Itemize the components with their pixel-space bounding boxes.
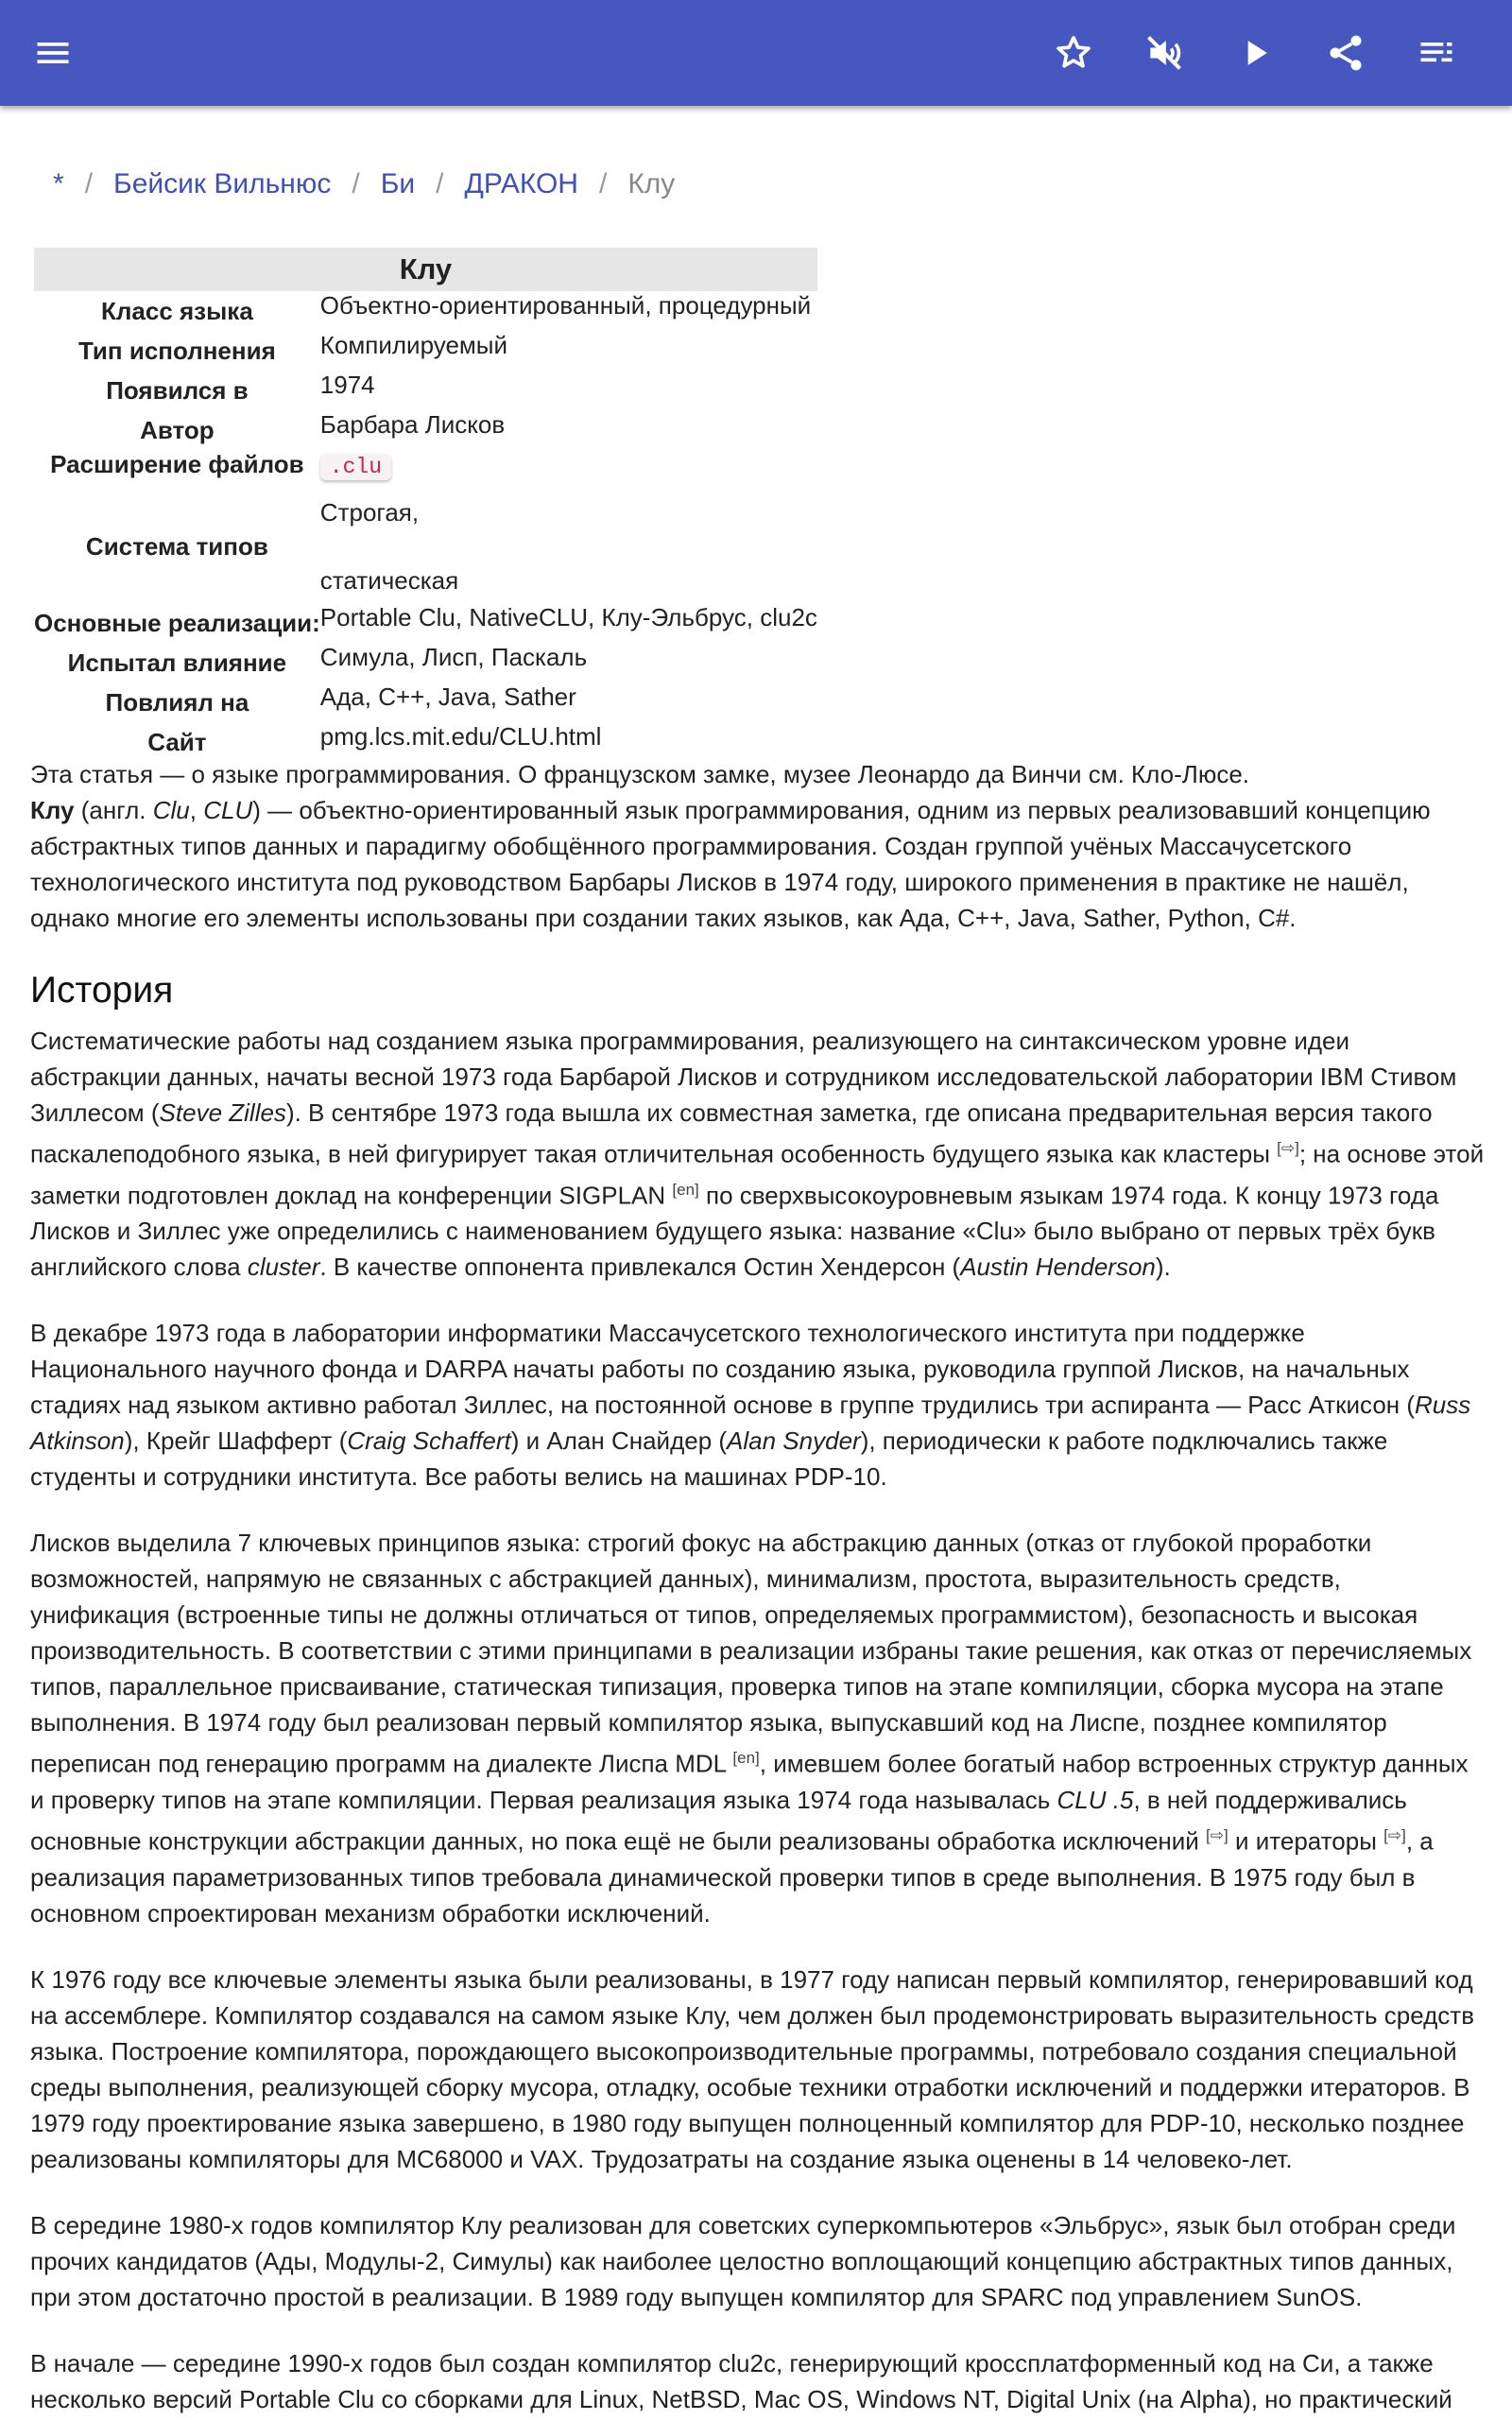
type-system-line[interactable]: Строгая, — [319, 498, 420, 527]
article-lead — [30, 756, 1486, 936]
star-outline-icon[interactable] — [1047, 26, 1100, 79]
hatnote: Эта статья — о языке программирования. О французском замке, музее Леонардо да Винчи см. Кло-Люсе. — [30, 760, 1249, 788]
breadcrumb-separator: / — [84, 168, 94, 199]
breadcrumb-item-drakon[interactable]: ДРАКОН — [464, 168, 578, 199]
paragraph-italic: Russ Atkinson — [30, 1391, 1471, 1456]
volume-off-icon[interactable] — [1138, 26, 1191, 79]
intro-paragraph — [30, 792, 1486, 936]
footnote-link[interactable]: [⇨] — [1206, 1825, 1228, 1844]
infobox-label: Испытал влияние — [67, 648, 287, 677]
breadcrumb-separator: / — [436, 168, 444, 199]
infobox-value[interactable]: 1974 — [319, 371, 375, 399]
breadcrumb-current: Клу — [627, 168, 676, 199]
breadcrumb-item-root[interactable]: * — [53, 168, 64, 199]
infobox-label: Появился в — [106, 375, 249, 405]
menu-icon[interactable] — [26, 26, 79, 79]
history-paragraph: В середине 1980-х годов компилятор Клу реализован для советских суперкомпьютеров «Эльбрус», язык был отобран среди прочих кандидатов (Ады, Модулы-2, Симулы) как наиболее целостно воплощающий концепцию абстрактных типов данных, при этом достаточно простой в реализации. В 1989 году выпущен компилятор для SPARC под управлением SunOS. — [30, 2210, 1456, 2311]
breadcrumb-item-basic-vilnius[interactable]: Бейсик Вильнюс — [113, 168, 332, 199]
breadcrumb-separator: / — [598, 168, 608, 199]
paragraph-text: , а реализация параметризованных типов требовала динамической проверки типов в среде выполнения. В 1975 году был в основном спроектирован механизм обработки исключений. — [30, 1826, 1434, 1927]
paragraph-text: , в ней поддерживались основные конструкции абстракции данных, но пока ещё не были реализованы обработка исключений — [30, 1785, 1407, 1856]
history-paragraph — [30, 1525, 1486, 1930]
paragraph-text: В декабре 1973 года в лаборатории информатики Массачусетского технологического института при поддержке Национального научного фонда и DARPA начаты работы по созданию языка, руководила группой Лисков, на начальных стадиях над языком активно работал Зиллес, на постоянной основе в группе трудились три аспиранта — Расс Аткисон ( — [30, 1319, 1416, 1420]
breadcrumb — [53, 168, 675, 200]
paragraph-text: ; на основе этой заметки подготовлен доклад на конференции SIGPLAN — [30, 1139, 1485, 1210]
paragraph-text: и итераторы — [1228, 1826, 1384, 1856]
infobox-value[interactable]: pmg.lcs.mit.edu/CLU.html — [319, 722, 602, 751]
infobox-value[interactable]: Portable Clu, NativeCLU, Клу-Эльбрус, clu2c — [319, 603, 817, 631]
infobox-label: Класс языка — [101, 296, 253, 325]
infobox — [34, 248, 817, 762]
paragraph-italic: Austin Henderson — [960, 1253, 1156, 1282]
paragraph-italic: Alan Snyder — [727, 1426, 861, 1456]
infobox-value[interactable]: Ада, C++, Java, Sather — [319, 683, 576, 711]
history-section — [30, 1023, 1486, 2417]
infobox-value — [320, 490, 817, 603]
paragraph-text: ). — [1155, 1253, 1171, 1282]
infobox-label: Сайт — [147, 727, 207, 756]
intro-text: (англ. — [74, 796, 153, 824]
infobox-label: Расширение файлов — [50, 450, 304, 478]
infobox-label: Тип исполнения — [78, 336, 276, 365]
intro-text: , — [189, 796, 204, 824]
interwiki-link[interactable]: [en] — [672, 1180, 699, 1199]
paragraph-text: ), Крейг Шафферт ( — [124, 1426, 348, 1456]
share-icon[interactable] — [1319, 26, 1372, 79]
infobox-title: Клу — [34, 248, 817, 291]
history-paragraph — [30, 1315, 1486, 1495]
intro-term-latin: Clu — [152, 796, 190, 824]
infobox-value[interactable]: Компилируемый — [319, 331, 507, 359]
file-extension-code: .clu — [320, 454, 391, 480]
footnote-link[interactable]: [⇨] — [1277, 1139, 1299, 1157]
infobox-label: Автор — [140, 415, 215, 444]
history-paragraph — [30, 1023, 1486, 1285]
paragraph-text: ). В сентябре 1973 года вышла их совместная заметка, где описана предварительная версия такого паскалеподобного языка, в ней фигурирует такая отличительная особенность будущего языка как кластеры — [30, 1098, 1433, 1168]
paragraph-text: ) и Алан Снайдер ( — [510, 1426, 728, 1456]
paragraph-italic: cluster — [247, 1253, 320, 1282]
paragraph-italic: Craig Schaffert — [347, 1426, 511, 1456]
app-toolbar — [0, 0, 1512, 106]
play-icon[interactable] — [1228, 26, 1281, 79]
paragraph-text: Систематические работы над созданием языка программирования, реализующего на синтаксическом уровне идеи абстракции данных, начаты весной 1973 года Барбарой Лисков и сотрудником исследовательской лаборатории IBM Стивом Зиллесом ( — [30, 1027, 1457, 1127]
infobox-label: Система типов — [85, 531, 268, 561]
infobox-value[interactable]: Объектно-ориентированный, процедурный — [319, 291, 812, 320]
paragraph-text: по сверхвысокоуровневым языкам 1974 года. К концу 1973 года Лисков и Зиллес уже определились с наименованием будущего языка: название «Clu» было выбрано от первых трёх букв английского слова — [30, 1181, 1439, 1282]
breadcrumb-item-bi[interactable]: Би — [380, 168, 416, 199]
breadcrumb-separator: / — [352, 168, 360, 199]
paragraph-italic: Steve Zilles — [159, 1098, 286, 1127]
intro-term-latin: CLU — [203, 796, 253, 824]
infobox-value[interactable]: Барбара Лисков — [319, 410, 506, 439]
interwiki-link[interactable]: [en] — [732, 1749, 760, 1768]
intro-text: ) — объектно-ориентированный язык программирования, одним из первых реализовавший концепцию абстрактных типов данных и парадигму обобщённого программирования. Создан группой учёных Массачусетского технологического института под руководством Барбары Лисков в 1974 году, широкого применения в практике не нашёл, однако многие его элементы использованы при создании таких языков, как Ада, C++, Java, Sather, Python, C#. — [30, 796, 1431, 932]
footnote-link[interactable]: [⇨] — [1383, 1825, 1406, 1844]
paragraph-text: . В качестве оппонента привлекался Остин Хендерсон ( — [319, 1253, 961, 1282]
infobox-label: Повлиял на — [105, 687, 249, 717]
history-paragraph: К 1976 году все ключевые элементы языка были реализованы, в 1977 году написан первый компилятор, генерировавший код на ассемблере. Компилятор создавался на самом языке Клу, чем должен был продемонстрировать выразительность средств языка. Построение компилятора, порождающего высокопроизводительные программы, потребовало создания специальной среды выполнения, реализующей сборку мусора, отладку, особые техники отработки исключений и поддержки итераторов. В 1979 году проектирование языка завершено, в 1980 году выпущен полноценный компилятор для PDP-10, несколько позднее реализованы компиляторы для MC68000 и VAX. Трудозатраты на создание языка оценены в 14 человеко-лет. — [30, 1964, 1475, 2173]
paragraph-italic: CLU .5 — [1057, 1785, 1134, 1814]
paragraph-text: ), периодически к работе подключались также студенты и сотрудники института. Все работы велись на машинах PDP-10. — [30, 1426, 1388, 1492]
paragraph-text: , имевшем более богатый набор встроенных структур данных и проверку типов на этапе компиляции. Первая реализация языка 1974 года называлась — [30, 1749, 1469, 1814]
infobox-value — [320, 450, 817, 490]
section-heading-history: История — [30, 970, 174, 1011]
history-paragraph: В начале — середине 1990-х годов был создан компилятор clu2c, генерирующий кроссплатформенный код на Си, а также несколько версий Portable Clu со сборками для Linux, NetBSD, Mac OS, Windows NT, Digital Unix (на Alpha), но практический — [30, 2348, 1452, 2413]
playlist-icon[interactable] — [1410, 26, 1463, 79]
infobox-label: Основные реализации: — [34, 608, 320, 637]
paragraph-text: Лисков выделила 7 ключевых принципов языка: строгий фокус на абстракцию данных (отказ от глубокой проработки возможностей, напрямую не связанных с абстракцией данных), минимализм, простота, выразительность средств, унификация (встроенные типы не должны отличаться от типов, определяемых программистом), безопасность и высокая производительность. В соответствии с этими принципами в реализации избраны такие решения, как отказ от перечисляемых типов, параллельное присваивание, статическая типизация, проверка типов на этапе компиляции, сборка мусора на этапе выполнения. В 1974 году был реализован первый компилятор языка, выпускавший код на Лиспе, позднее компилятор переписан под генерацию программ на диалекте Лиспа MDL — [30, 1529, 1472, 1778]
infobox-value[interactable]: Симула, Лисп, Паскаль — [319, 643, 588, 671]
intro-term: Клу — [30, 796, 75, 824]
type-system-line[interactable]: статическая — [319, 566, 459, 595]
